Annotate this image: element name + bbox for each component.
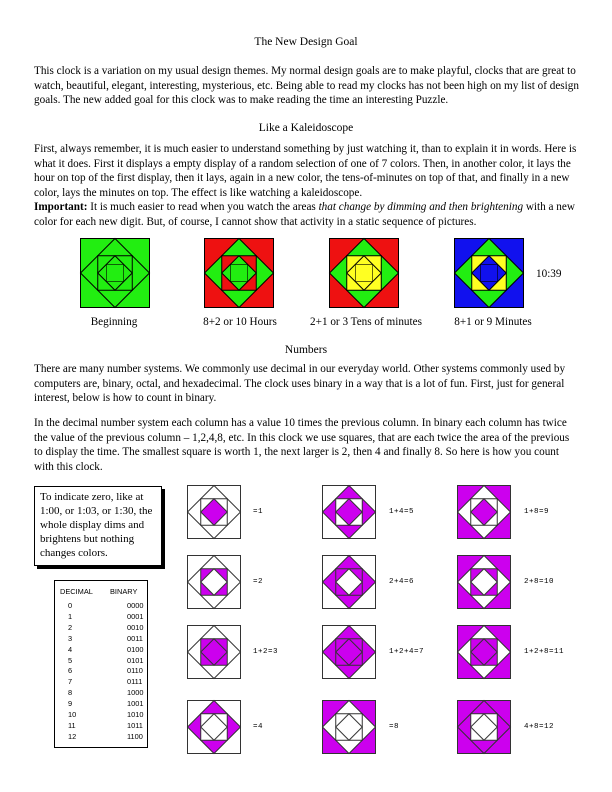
numbers-paragraph-2 bbox=[34, 416, 580, 474]
decimal-cell: 7 bbox=[68, 677, 73, 687]
numbers-heading: Numbers bbox=[284, 344, 328, 356]
numbers-text-2: In the decimal number system each column has a value 10 times the previous column. In binary each column has twice the value of the previous column – 1,2,4,8, etc. In this clock we use squares, that are each twice the area of the previous to display the time. The smallest square is worth 1, the next larger is 2, then 4 and finally 8. So here is how you count with this clock. bbox=[34, 417, 570, 473]
binary-clock bbox=[457, 555, 511, 609]
stage-caption-3: 2+1 or 3 Tens of minutes bbox=[310, 316, 422, 328]
important-italic: that change by dimming and then brightening bbox=[318, 201, 524, 213]
decimal-cell: 4 bbox=[68, 644, 73, 654]
table-header-binary: BINARY bbox=[110, 587, 138, 596]
decimal-cell: 6 bbox=[68, 666, 73, 676]
important-label: Important: bbox=[34, 201, 88, 213]
table-header-decimal: DECIMAL bbox=[60, 587, 93, 596]
important-text-2: with a new color for each new digit. But, of course, I cannot show that activity in a static sequence of pictures. bbox=[34, 201, 575, 228]
binary-clock bbox=[322, 625, 376, 679]
stage-clock-4 bbox=[454, 238, 524, 308]
binary-cell: 0001 bbox=[127, 611, 144, 621]
binary-formula-label: 2+4=6 bbox=[389, 578, 415, 586]
stage-clock-1 bbox=[80, 238, 150, 308]
binary-table bbox=[54, 580, 148, 748]
binary-formula-label: 1+2=3 bbox=[253, 648, 279, 656]
table-row bbox=[55, 634, 149, 644]
binary-formula-label: 2+8=10 bbox=[524, 578, 555, 586]
decimal-cell: 10 bbox=[68, 710, 77, 719]
kaleidoscope-paragraph bbox=[34, 142, 580, 229]
binary-clock bbox=[187, 700, 241, 754]
binary-clock bbox=[187, 485, 241, 539]
table-row bbox=[55, 688, 149, 698]
stage-caption-4: 8+1 or 9 Minutes bbox=[454, 316, 532, 328]
decimal-cell: 2 bbox=[68, 622, 73, 632]
binary-formula-label: =2 bbox=[253, 578, 264, 586]
table-row bbox=[55, 710, 149, 720]
table-row bbox=[55, 721, 149, 731]
binary-cell: 1100 bbox=[127, 731, 143, 741]
binary-formula-label: =4 bbox=[253, 723, 264, 731]
binary-formula-label: =8 bbox=[389, 723, 400, 731]
decimal-cell: 11 bbox=[68, 720, 76, 730]
table-row bbox=[55, 623, 149, 633]
decimal-cell: 8 bbox=[68, 688, 73, 698]
intro-paragraph bbox=[34, 64, 580, 108]
decimal-cell: 1 bbox=[68, 611, 73, 621]
table-row bbox=[55, 612, 149, 622]
important-note bbox=[34, 200, 580, 229]
decimal-cell: 9 bbox=[68, 699, 73, 709]
zero-note-box: To indicate zero, like at 1:00, or 1:03, or 1:30, the whole display dims and brightens but nothing changes colors. bbox=[34, 486, 162, 566]
binary-clock bbox=[187, 555, 241, 609]
decimal-cell: 5 bbox=[68, 655, 73, 665]
time-label: 10:39 bbox=[536, 268, 562, 280]
binary-cell: 1001 bbox=[127, 699, 144, 709]
table-row bbox=[55, 601, 149, 611]
important-text-1: It is much easier to read when you watch the areas bbox=[87, 201, 319, 213]
binary-clock bbox=[457, 700, 511, 754]
table-row bbox=[55, 645, 149, 655]
binary-clock bbox=[457, 625, 511, 679]
decimal-cell: 3 bbox=[68, 633, 73, 643]
binary-cell: 0011 bbox=[127, 633, 143, 643]
table-row bbox=[55, 677, 149, 687]
binary-cell: 0100 bbox=[127, 644, 144, 654]
stage-clock-2 bbox=[204, 238, 274, 308]
binary-cell: 0110 bbox=[127, 666, 143, 676]
table-row bbox=[55, 656, 149, 666]
binary-clock bbox=[457, 485, 511, 539]
binary-formula-label: 4+8=12 bbox=[524, 723, 555, 731]
decimal-cell: 12 bbox=[68, 731, 77, 741]
stage-caption-2: 8+2 or 10 Hours bbox=[203, 316, 277, 328]
binary-formula-label: 1+8=9 bbox=[524, 508, 550, 516]
binary-clock bbox=[187, 625, 241, 679]
binary-formula-label: 1+2+4=7 bbox=[389, 648, 425, 656]
binary-clock bbox=[322, 485, 376, 539]
kaleidoscope-heading: Like a Kaleidoscope bbox=[258, 122, 354, 134]
table-row bbox=[55, 732, 149, 742]
stage-clock-3 bbox=[329, 238, 399, 308]
table-row bbox=[55, 666, 149, 676]
binary-clock bbox=[322, 555, 376, 609]
binary-cell: 1000 bbox=[127, 688, 144, 698]
numbers-text-1: There are many number systems. We commonly use decimal in our everyday world. Other systems commonly used by computers are, binary, octal, and hexadecimal. The clock uses binary in a way that is a lot of fun. First, just for general interest, below is how to count in binary. bbox=[34, 363, 566, 404]
binary-cell: 1011 bbox=[127, 720, 143, 730]
binary-formula-label: 1+4=5 bbox=[389, 508, 415, 516]
binary-cell: 1010 bbox=[127, 710, 144, 719]
decimal-cell: 0 bbox=[68, 601, 73, 610]
binary-cell: 0010 bbox=[127, 622, 144, 632]
binary-cell: 0101 bbox=[127, 655, 144, 665]
stage-caption-1: Beginning bbox=[90, 316, 138, 328]
table-row bbox=[55, 699, 149, 709]
kaleidoscope-text: First, always remember, it is much easier to understand something by just watching it, than to explain it in words. Here is what it does. First it displays a empty display of a random selection of one of 7 colors. Then, in another color, it lays the hour on top of the first display, then it lays, again in a new color, the tens-of-minutes on top of that, and finally in a new color, lays the minutes on top. The effect is like watching a kaleidoscope. bbox=[34, 143, 577, 199]
intro-text: This clock is a variation on my usual design themes. My normal design goals are to make playful, clocks that are great to watch, beautiful, elegant, interesting, mysterious, etc. Being able to read my clocks has not been high on my list of design goals. The new added goal for this clock was to make reading the time an interesting Puzzle. bbox=[34, 65, 579, 106]
numbers-paragraph-1 bbox=[34, 362, 580, 406]
binary-cell: 0000 bbox=[127, 601, 144, 610]
binary-cell: 0111 bbox=[127, 677, 143, 687]
binary-clock bbox=[322, 700, 376, 754]
binary-formula-label: =1 bbox=[253, 508, 264, 516]
page-title: The New Design Goal bbox=[254, 36, 358, 48]
binary-formula-label: 1+2+8=11 bbox=[524, 648, 565, 656]
